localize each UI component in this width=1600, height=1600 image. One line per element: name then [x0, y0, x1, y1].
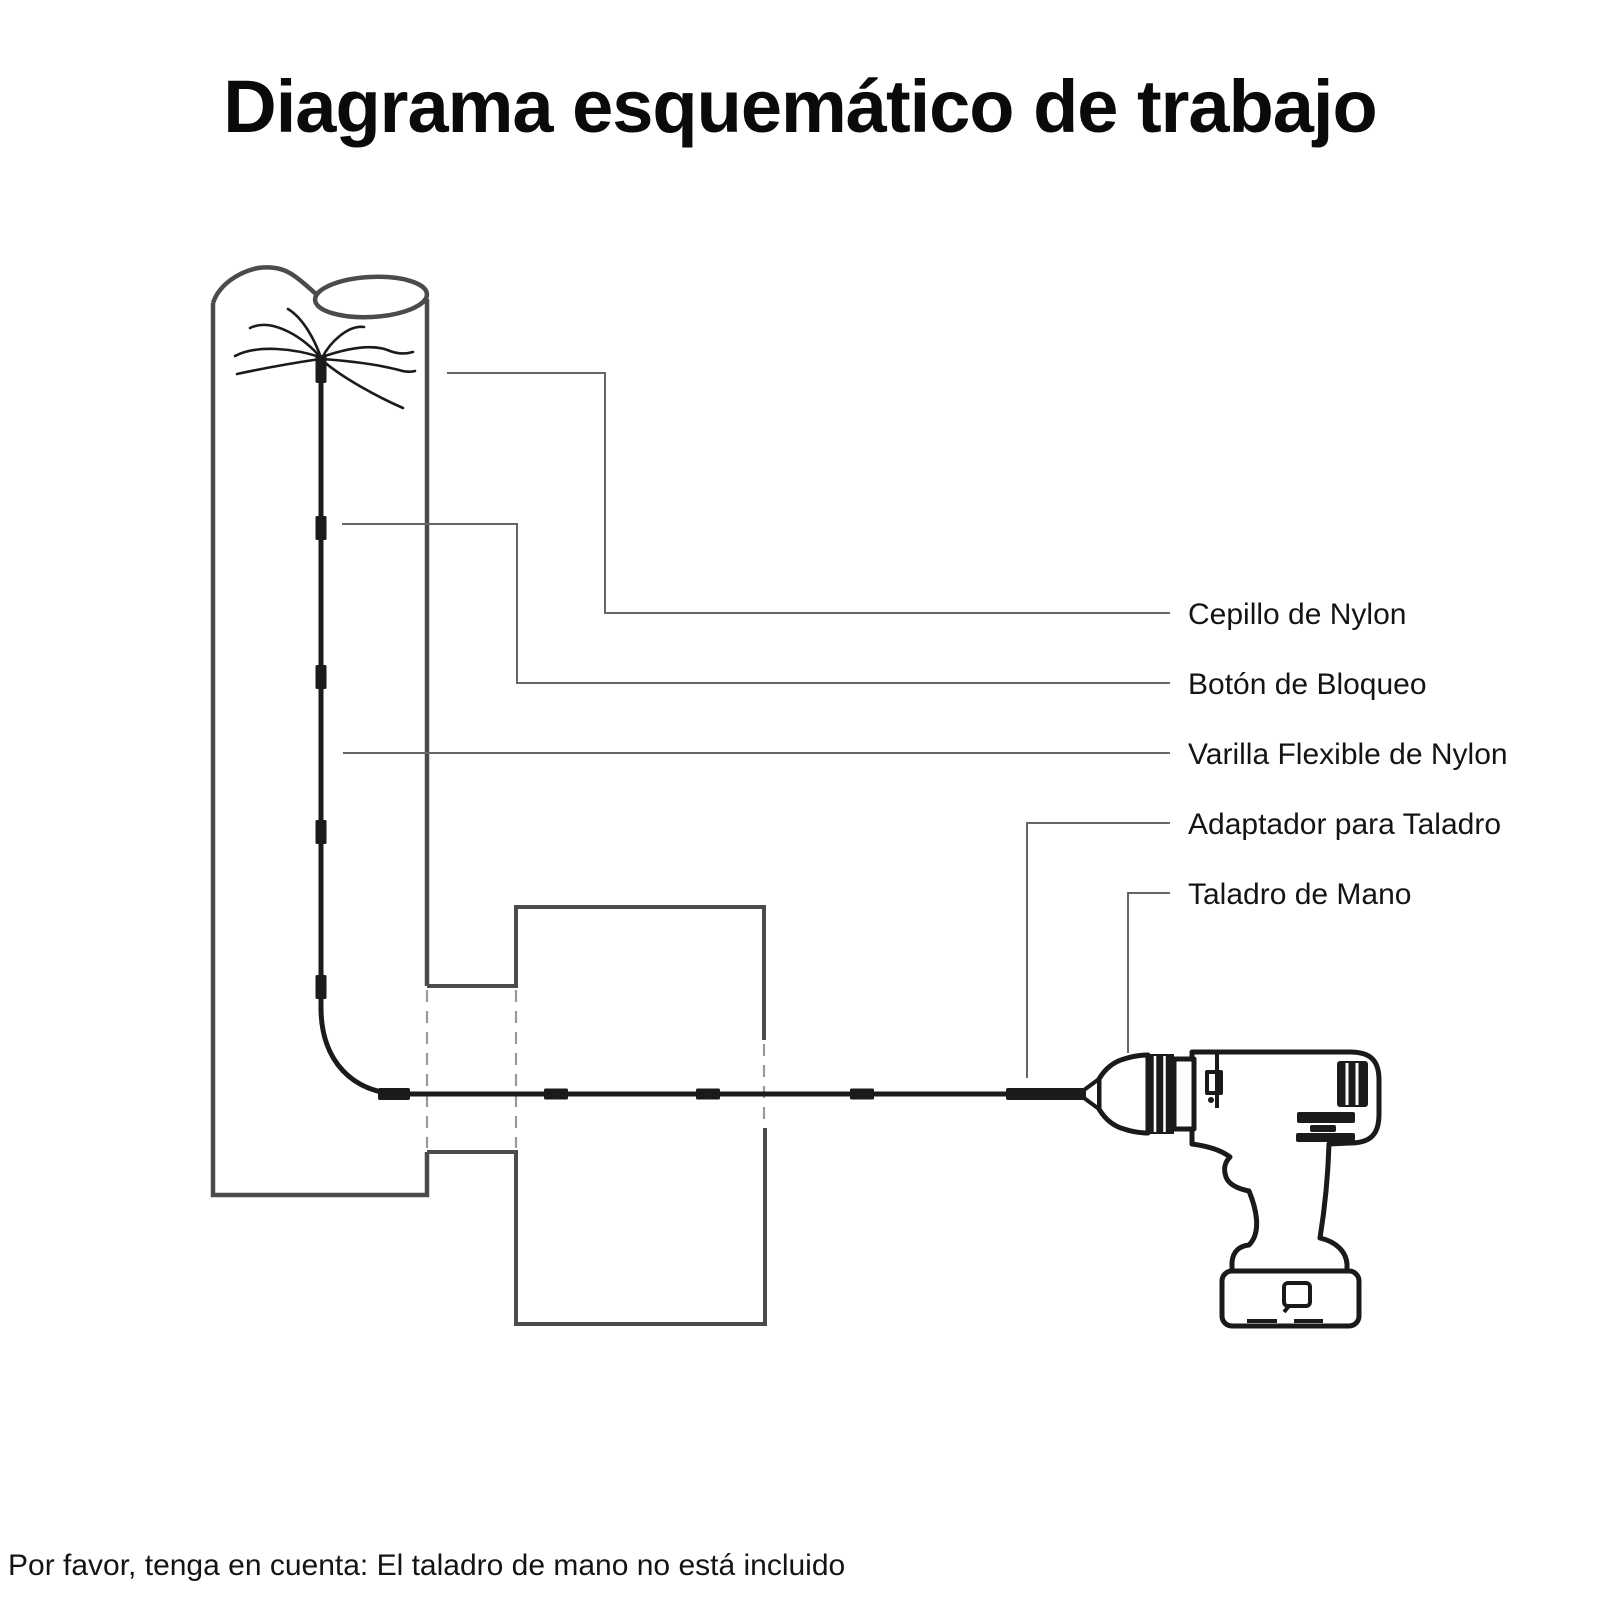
label-hand-drill: Taladro de Mano [1188, 878, 1412, 911]
drill-battery [1222, 1271, 1359, 1326]
drill-chuck [1099, 1055, 1148, 1133]
brush-ferrule [316, 355, 327, 383]
wall-lower-block [427, 1128, 765, 1324]
pipe-mouth-rim [213, 267, 316, 303]
pipe-mouth-ellipse [314, 274, 428, 320]
label-flexible-rod: Varilla Flexible de Nylon [1188, 738, 1508, 771]
leader-line-lock-button [342, 524, 1170, 683]
flexible-rod [321, 378, 1008, 1094]
leader-line-hand-drill [1128, 893, 1170, 1053]
part-labels [1188, 598, 1508, 911]
label-drill-adapter: Adaptador para Taladro [1188, 808, 1502, 841]
drill-vent [1337, 1061, 1368, 1107]
cleaning-rod [316, 355, 1087, 1100]
wall-upper-block [427, 907, 764, 1040]
drill-switch-stripe [1310, 1125, 1336, 1132]
footnote: Por favor, tenga en cuenta: El taladro de mano no está incluido [8, 1549, 846, 1582]
rod-connector [378, 1088, 410, 1100]
drill-selector-dot [1208, 1097, 1214, 1103]
drill-collar [1174, 1059, 1194, 1129]
rod-connector [316, 820, 327, 844]
rod-connector [316, 665, 327, 689]
brush-bristle [235, 349, 320, 357]
leader-line-drill-adapter [1027, 823, 1170, 1078]
rod-connector [316, 516, 327, 540]
rod-connector [850, 1089, 874, 1100]
leader-line-brush [447, 373, 1170, 613]
brush-bristle [322, 327, 364, 358]
rod-connector [696, 1089, 720, 1100]
brush-bristle [237, 359, 320, 374]
rod-connector [544, 1089, 568, 1100]
leader-lines [342, 373, 1170, 1078]
drill-chuck-ribs [1146, 1054, 1174, 1134]
label-lock-button: Botón de Bloqueo [1188, 668, 1427, 701]
drill-switch-stripe [1297, 1112, 1355, 1123]
label-brush: Cepillo de Nylon [1188, 598, 1407, 631]
brush-bristle [322, 347, 413, 357]
drill-switch-stripe [1296, 1133, 1355, 1142]
page-title: Diagrama esquemático de trabajo [223, 65, 1377, 148]
wall-cross-section [427, 907, 765, 1324]
drill-chuck-tip [1084, 1079, 1099, 1109]
rod-connector [316, 975, 327, 999]
hand-drill [1084, 1052, 1379, 1326]
drill-adapter [1006, 1088, 1086, 1100]
